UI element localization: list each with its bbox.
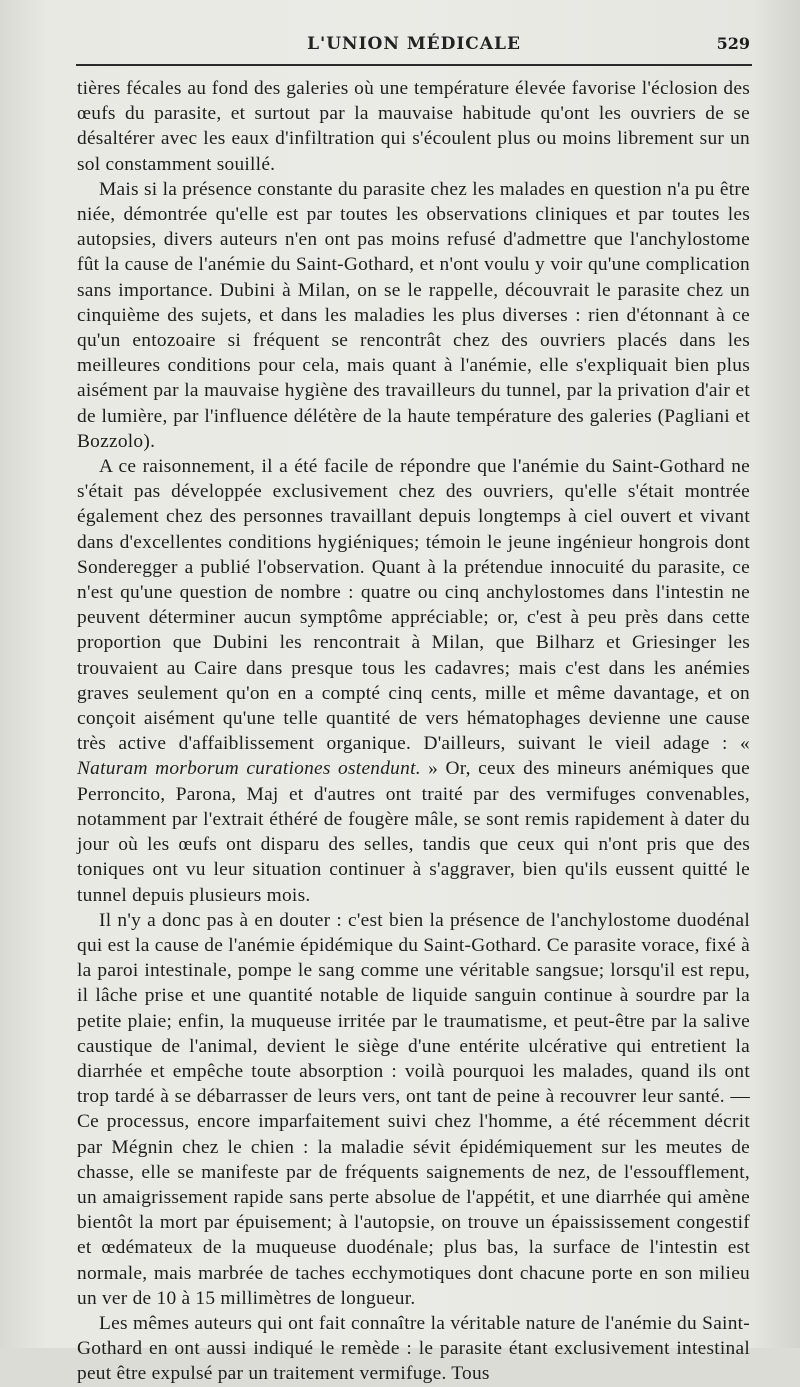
paragraph-2: Mais si la présence constante du parasite chez les malades en question n'a pu être niée, démontrée qu'elle est par toutes les observations cliniques et par toutes les autopsies, divers auteurs n'en ont pas moins refusé d'admettre que l'anchylostome fût la cause de l'anémie du Saint-Gothard, et n'ont voulu y voir qu'une complication sans importance. Dubini à Milan, on se le rappelle, découvrait le parasite chez un cinquième des sujets, et dans les maladies les plus diverses : rien d'étonnant à ce qu'un entozoaire si fréquent se rencontrât chez des ouvriers placés dans les meilleures conditions pour cela, mais quant à l'anémie, elle s'expliquait bien plus aisément par la mauvaise hygiène des travailleurs du tunnel, par la privation d'air et de lumière, par l'influence délétère de la haute température des galeries (Pagliani et Bozzolo). bbox=[77, 178, 750, 452]
header-rule bbox=[76, 64, 752, 66]
latin-adage: Naturam morborum curationes ostendunt. bbox=[77, 758, 421, 780]
paragraph-4: Il n'y a donc pas à en douter : c'est bien la présence de l'anchylostome duodénal qui est la cause de l'anémie épidémique du Saint-Gothard. Ce parasite vorace, fixé à la paroi intestinale, pompe le sang comme une véritable sangsue; lorsqu'il est repu, il lâche prise et une quantité notable de liquide sanguin continue à sourdre par la petite plaie; enfin, la muqueuse irritée par le traumatisme, et peut-être par la salive caustique de l'animal, devient le siège d'une entérite ulcérative qui entretient la diarrhée et empêche toute absorption : voilà pourquoi les malades, quand ils ont trop tardé à se débarrasser de leurs vers, ont tant de peine à recouvrer leur santé. — Ce processus, encore imparfaitement suivi chez l'homme, a été récemment décrit par Mégnin chez le chien : la maladie sévit épidémiquement sur les meutes de chasse, elle se manifeste par de fréquents saignements de nez, de l'essoufflement, un amaigrissement rapide sans perte absolue de l'appétit, et une diarrhée qui amène bientôt la mort par épuisement; à l'autopsie, on trouve un épaississement congestif et œdémateux de la muqueuse duodénale; plus bas, la surface de l'intestin est normale, mais marbrée de taches ecchymotiques dont chacune porte en son milieu un ver de 10 à 15 millimètres de longueur. bbox=[77, 909, 750, 1309]
page-number: 529 bbox=[716, 34, 750, 53]
paragraph-3-text: A ce raisonnement, il a été facile de répondre que l'anémie du Saint-Gothard ne s'était pas développée exclusivement chez des ouvriers, qu'elle s'était montrée également chez des personnes travaillant depuis longtemps à ciel ouvert et vivant dans d'excellentes conditions hygiéniques; témoin le jeune ingénieur hongrois dont Sonderegger a publié l'observation. Quant à la prétendue innocuité du parasite, ce n'est qu'une question de nombre : quatre ou cinq anchylostomes dans l'intestin ne peuvent déterminer aucun symptôme appréciable; or, c'est à peu près dans cette proportion que Dubini les rencontrait à Milan, que Bilharz et Griesinger les trouvaient au Caire dans presque tous les cadavres; mais c'est dans les anémies graves seulement qu'on en a compté cinq cents, mille et même davantage, et on conçoit aisément qu'une telle quantité de vers hématophages devienne une cause très active d'affaiblissement organique. D'ailleurs, suivant le vieil adage : bbox=[77, 456, 750, 755]
article-body bbox=[77, 76, 750, 1387]
paragraph-3-continuation: Or, ceux des mineurs anémiques que Perroncito, Parona, Maj et d'autres ont traité par des vermifuges convenables, notamment par l'extrait éthéré de fougère mâle, se sont remis rapidement à dater du jour où les œufs ont disparu des selles, tandis que ceux qui n'ont pris que des toniques ont vu leur situation continuer à s'aggraver, bien qu'ils eussent quitté le tunnel depuis plusieurs mois. bbox=[77, 758, 750, 906]
paragraph-1: tières fécales au fond des galeries où une température élevée favorise l'éclosion des œufs du parasite, et surtout par la mauvaise habitude qu'ont les ouvriers de se désaltérer avec les eaux d'infiltration qui s'écoulent plus ou moins librement sur un sol constamment souillé. bbox=[77, 78, 750, 175]
journal-title: L'UNION MÉDICALE bbox=[307, 34, 521, 54]
paragraph-5: Les mêmes auteurs qui ont fait connaître la véritable nature de l'anémie du Saint-Gothard en ont aussi indiqué le remède : le parasite étant exclusivement intestinal peut être expulsé par un traitement vermifuge. Tous bbox=[77, 1312, 750, 1385]
running-header bbox=[78, 34, 750, 60]
paragraph-3: A ce raisonnement, il a été facile de répondre que l'anémie du Saint-Gothard ne s'était pas développée exclusivement chez des ouvriers, qu'elle s'était montrée également chez des personnes travaillant depuis longtemps à ciel ouvert et vivant dans d'excellentes conditions hygiéniques; témoin le jeune ingénieur hongrois dont Sonderegger a publié l'observation. Quant à la prétendue innocuité du parasite, ce n'est qu'une question de nombre : quatre ou cinq anchylostomes dans l'intestin ne peuvent déterminer aucun symptôme appréciable; or, c'est à peu près dans cette proportion que Dubini les rencontrait à Milan, que Bilharz et Griesinger les trouvaient au Caire dans presque tous les cadavres; mais c'est dans les anémies graves seulement qu'on en a compté cinq cents, mille et même davantage, et on conçoit aisément qu'une telle quantité de vers hématophages devienne une cause très active d'affaiblissement organique. D'ailleurs, suivant le vieil adage : « Naturam morborum curationes ostendunt. » Or, ceux des mineurs anémiques que Perroncito, Parona, Maj et d'autres ont traité par des vermifuges convenables, notamment par l'extrait éthéré de fougère mâle, se sont remis rapidement à dater du jour où les œufs ont disparu des selles, tandis que ceux qui n'ont pris que des toniques ont vu leur situation continuer à s'aggraver, bien qu'ils eussent quitté le tunnel depuis plusieurs mois. bbox=[77, 456, 750, 906]
